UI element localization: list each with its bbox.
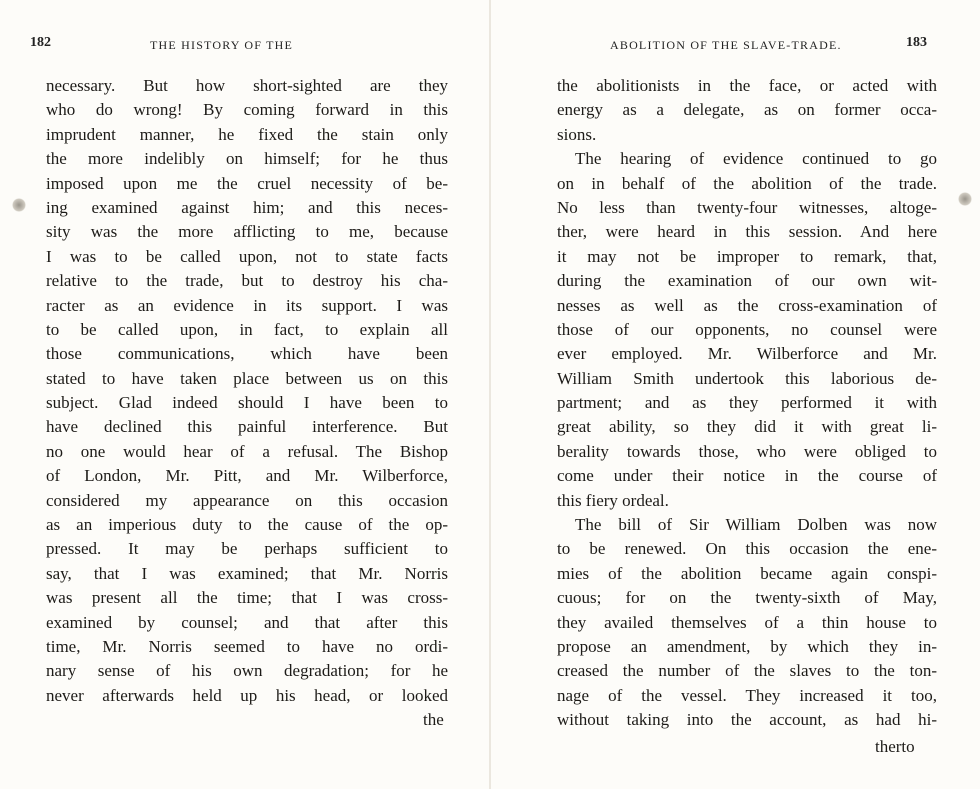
text-line: mies of the abolition became again conspi-	[557, 563, 937, 583]
text-line: creased the number of the slaves to the ton-	[557, 661, 937, 681]
text-line: never afterwards held up his head, or looked	[46, 685, 448, 705]
text-line: time, Mr. Norris seemed to have no ordi-	[46, 636, 448, 656]
text-line: say, that I was examined; that Mr. Norris	[46, 563, 448, 583]
text-line: as an imperious duty to the cause of the op-	[46, 515, 448, 535]
text-line: come under their notice in the course of	[557, 466, 937, 486]
text-line: partment; and as they performed it with	[557, 393, 937, 413]
text-line: examined by counsel; and that after this	[46, 612, 448, 632]
text-line: those communications, which have been	[46, 344, 448, 364]
body-text	[46, 74, 448, 708]
text-line: sity was the more afflicting to me, because	[46, 222, 448, 242]
text-line: sions.	[557, 124, 597, 144]
text-line: the more indelibly on himself; for he thus	[46, 149, 448, 169]
text-line: who do wrong! By coming forward in this	[46, 100, 448, 120]
text-line: racter as an evidence in its support. I was	[46, 295, 448, 315]
ink-blot	[958, 192, 972, 206]
text-line: was present all the time; that I was cross-	[46, 588, 448, 608]
text-line: imposed upon me the cruel necessity of be-	[46, 173, 448, 193]
right-page	[490, 0, 980, 789]
text-line: nesses as well as the cross-examination of	[557, 295, 937, 315]
text-line: the abolitionists in the face, or acted with	[557, 76, 937, 95]
text-line: they availed themselves of a thin house to	[557, 612, 937, 632]
ink-blot	[12, 198, 26, 212]
text-line: it may not be improper to remark, that,	[557, 246, 937, 266]
text-line: propose an amendment, by which they in-	[557, 636, 937, 656]
text-line: those of our opponents, no counsel were	[557, 319, 937, 339]
text-line: I was to be called upon, not to state facts	[46, 246, 448, 266]
text-line: necessary. But how short-sighted are they	[46, 76, 448, 95]
text-line: relative to the trade, but to destroy his cha-	[46, 271, 448, 291]
running-head: THE HISTORY OF THE	[150, 38, 294, 52]
text-line: nary sense of his own degradation; for he	[46, 661, 448, 681]
text-line: nage of the vessel. They increased it too,	[557, 685, 937, 705]
page-number: 182	[30, 35, 51, 50]
text-line: The hearing of evidence continued to go	[575, 149, 937, 169]
text-line: to be called upon, in fact, to explain all	[46, 319, 448, 339]
text-line: energy as a delegate, as on former occa-	[557, 100, 937, 120]
text-line: ing examined against him; and this neces-	[46, 197, 448, 217]
text-line: without taking into the account, as had hi-	[557, 710, 937, 730]
text-line: ther, were heard in this session. And here	[557, 222, 937, 242]
text-line: imprudent manner, he fixed the stain only	[46, 124, 448, 144]
running-head: ABOLITION OF THE SLAVE-TRADE.	[610, 38, 842, 52]
catchword: the	[423, 710, 444, 729]
text-line: subject. Glad indeed should I have been to	[46, 393, 448, 413]
text-line: cuous; for on the twenty-sixth of May,	[557, 588, 937, 608]
text-line: no one would hear of a refusal. The Bishop	[46, 441, 448, 461]
text-line: have declined this painful interference. But	[46, 417, 448, 437]
text-line: ever employed. Mr. Wilberforce and Mr.	[557, 344, 937, 364]
text-line: on in behalf of the abolition of the trade.	[557, 173, 937, 193]
text-line: during the examination of our own wit-	[557, 271, 937, 291]
body-text	[557, 74, 937, 733]
text-line: great ability, so they did it with great li-	[557, 417, 937, 437]
text-line: this fiery ordeal.	[557, 490, 669, 510]
text-line: William Smith undertook this laborious de-	[557, 368, 937, 388]
page-number: 183	[906, 35, 927, 50]
text-line: berality towards those, who were obliged to	[557, 441, 937, 461]
text-line: pressed. It may be perhaps sufficient to	[46, 539, 448, 559]
text-line: to be renewed. On this occasion the ene-	[557, 539, 937, 559]
text-line: No less than twenty-four witnesses, altoge-	[557, 197, 937, 217]
catchword: therto	[875, 737, 915, 756]
text-line: considered my appearance on this occasion	[46, 490, 448, 510]
text-line: The bill of Sir William Dolben was now	[575, 515, 937, 535]
text-line: of London, Mr. Pitt, and Mr. Wilberforce,	[46, 466, 448, 486]
text-line: stated to have taken place between us on this	[46, 368, 448, 388]
